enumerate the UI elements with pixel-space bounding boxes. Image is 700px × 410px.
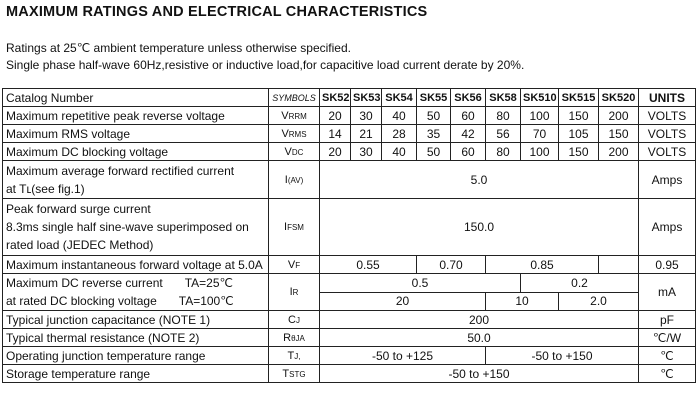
row-symbol: IR (269, 274, 320, 311)
value-cell: 200 (599, 107, 639, 125)
table-row (3, 125, 696, 143)
row-description: Maximum repetitive peak reverse voltage (3, 107, 269, 125)
value-cell: 0.70 (417, 256, 486, 274)
table-row (3, 329, 696, 347)
value-cell: 10 (486, 292, 559, 311)
unit-cell: VOLTS (639, 107, 696, 125)
note-ambient: Ratings at 25℃ ambient temperature unless otherwise specified. (6, 41, 351, 55)
row-symbol: I(AV) (269, 161, 320, 199)
row-symbol: VF (269, 256, 320, 274)
symbols-header: SYMBOLS (269, 89, 320, 107)
row-symbol: IFSM (269, 199, 320, 256)
row-symbol: RθJA (269, 329, 320, 347)
page-title: MAXIMUM RATINGS AND ELECTRICAL CHARACTERISTICS (6, 4, 428, 20)
note-load: Single phase half-wave 60Hz,resistive or inductive load,for capacitive load current derate by 20%. (6, 58, 525, 72)
value-cell: 80 (486, 107, 521, 125)
table-row (3, 274, 696, 293)
value-cell: -50 to +150 (486, 347, 639, 365)
row-description: Peak forward surge current 8.3ms single half sine-wave superimposed on rated load (JEDEC Method) (3, 199, 269, 256)
row-description: Operating junction temperature range (3, 347, 269, 365)
value-cell: 40 (382, 143, 417, 161)
value-cell: -50 to +150 (320, 365, 639, 383)
value-cell: 105 (559, 125, 599, 143)
unit-cell: Amps (639, 161, 696, 199)
unit-cell: ℃/W (639, 329, 696, 347)
value-cell: 28 (382, 125, 417, 143)
value-cell: 150 (559, 143, 599, 161)
value-cell: 0.95 (639, 256, 696, 274)
catalog-number-header: Catalog Number (3, 89, 269, 107)
row-symbol: VRRM (269, 107, 320, 125)
table-row (3, 143, 696, 161)
table-row (3, 199, 696, 256)
units-header: UNITS (639, 89, 696, 107)
row-symbol: TJ, (269, 347, 320, 365)
row-description: Storage temperature range (3, 365, 269, 383)
value-cell: 50 (417, 107, 451, 125)
part-header: SK54 (382, 89, 417, 107)
table-header-row (3, 89, 696, 107)
value-cell: 2.0 (559, 292, 639, 311)
value-cell: 0.85 (486, 256, 599, 274)
ratings-table (2, 88, 696, 383)
part-header: SK53 (351, 89, 382, 107)
part-header: SK56 (451, 89, 486, 107)
table-row (3, 365, 696, 383)
table-row (3, 311, 696, 329)
value-cell: 0.55 (320, 256, 417, 274)
value-cell: 100 (521, 143, 559, 161)
value-cell: 200 (599, 143, 639, 161)
value-cell: 150 (599, 125, 639, 143)
part-header: SK52 (320, 89, 351, 107)
unit-cell: ℃ (639, 365, 696, 383)
value-cell: 80 (486, 143, 521, 161)
row-description: Maximum average forward rectified current at Tʟ(see fig.1) (3, 161, 269, 199)
value-cell: 0.2 (521, 274, 639, 293)
value-cell: 200 (320, 311, 639, 329)
value-cell: 70 (521, 125, 559, 143)
row-symbol: VDC (269, 143, 320, 161)
value-cell: 14 (320, 125, 351, 143)
value-cell: 20 (320, 143, 351, 161)
table-row (3, 256, 696, 274)
value-cell (599, 256, 639, 274)
table-row (3, 347, 696, 365)
value-cell: 60 (451, 107, 486, 125)
row-description: Typical thermal resistance (NOTE 2) (3, 329, 269, 347)
value-cell: 50 (417, 143, 451, 161)
table-row (3, 161, 696, 199)
row-description: Maximum DC reverse current TA=25℃ at rated DC blocking voltage TA=100℃ (3, 274, 269, 311)
value-cell: 100 (521, 107, 559, 125)
unit-cell: mA (639, 274, 696, 311)
value-cell: 0.5 (320, 274, 521, 293)
part-header: SK510 (521, 89, 559, 107)
row-description: Typical junction capacitance (NOTE 1) (3, 311, 269, 329)
unit-cell: Amps (639, 199, 696, 256)
value-cell: 56 (486, 125, 521, 143)
unit-cell: ℃ (639, 347, 696, 365)
part-header: SK515 (559, 89, 599, 107)
value-cell: 40 (382, 107, 417, 125)
value-cell: 42 (451, 125, 486, 143)
value-cell: 5.0 (320, 161, 639, 199)
value-cell: 150 (559, 107, 599, 125)
unit-cell: VOLTS (639, 143, 696, 161)
value-cell: 30 (351, 143, 382, 161)
table-row (3, 107, 696, 125)
row-symbol: TSTG (269, 365, 320, 383)
value-cell: 35 (417, 125, 451, 143)
unit-cell: VOLTS (639, 125, 696, 143)
part-header: SK55 (417, 89, 451, 107)
row-description: Maximum DC blocking voltage (3, 143, 269, 161)
value-cell: 20 (320, 292, 486, 311)
row-description: Maximum instantaneous forward voltage at 5.0A (3, 256, 269, 274)
value-cell: 60 (451, 143, 486, 161)
value-cell: 30 (351, 107, 382, 125)
value-cell: 21 (351, 125, 382, 143)
row-description: Maximum RMS voltage (3, 125, 269, 143)
row-symbol: CJ (269, 311, 320, 329)
value-cell: 20 (320, 107, 351, 125)
row-symbol: VRMS (269, 125, 320, 143)
value-cell: 150.0 (320, 199, 639, 256)
part-header: SK520 (599, 89, 639, 107)
value-cell: -50 to +125 (320, 347, 486, 365)
value-cell: 50.0 (320, 329, 639, 347)
part-header: SK58 (486, 89, 521, 107)
unit-cell: pF (639, 311, 696, 329)
